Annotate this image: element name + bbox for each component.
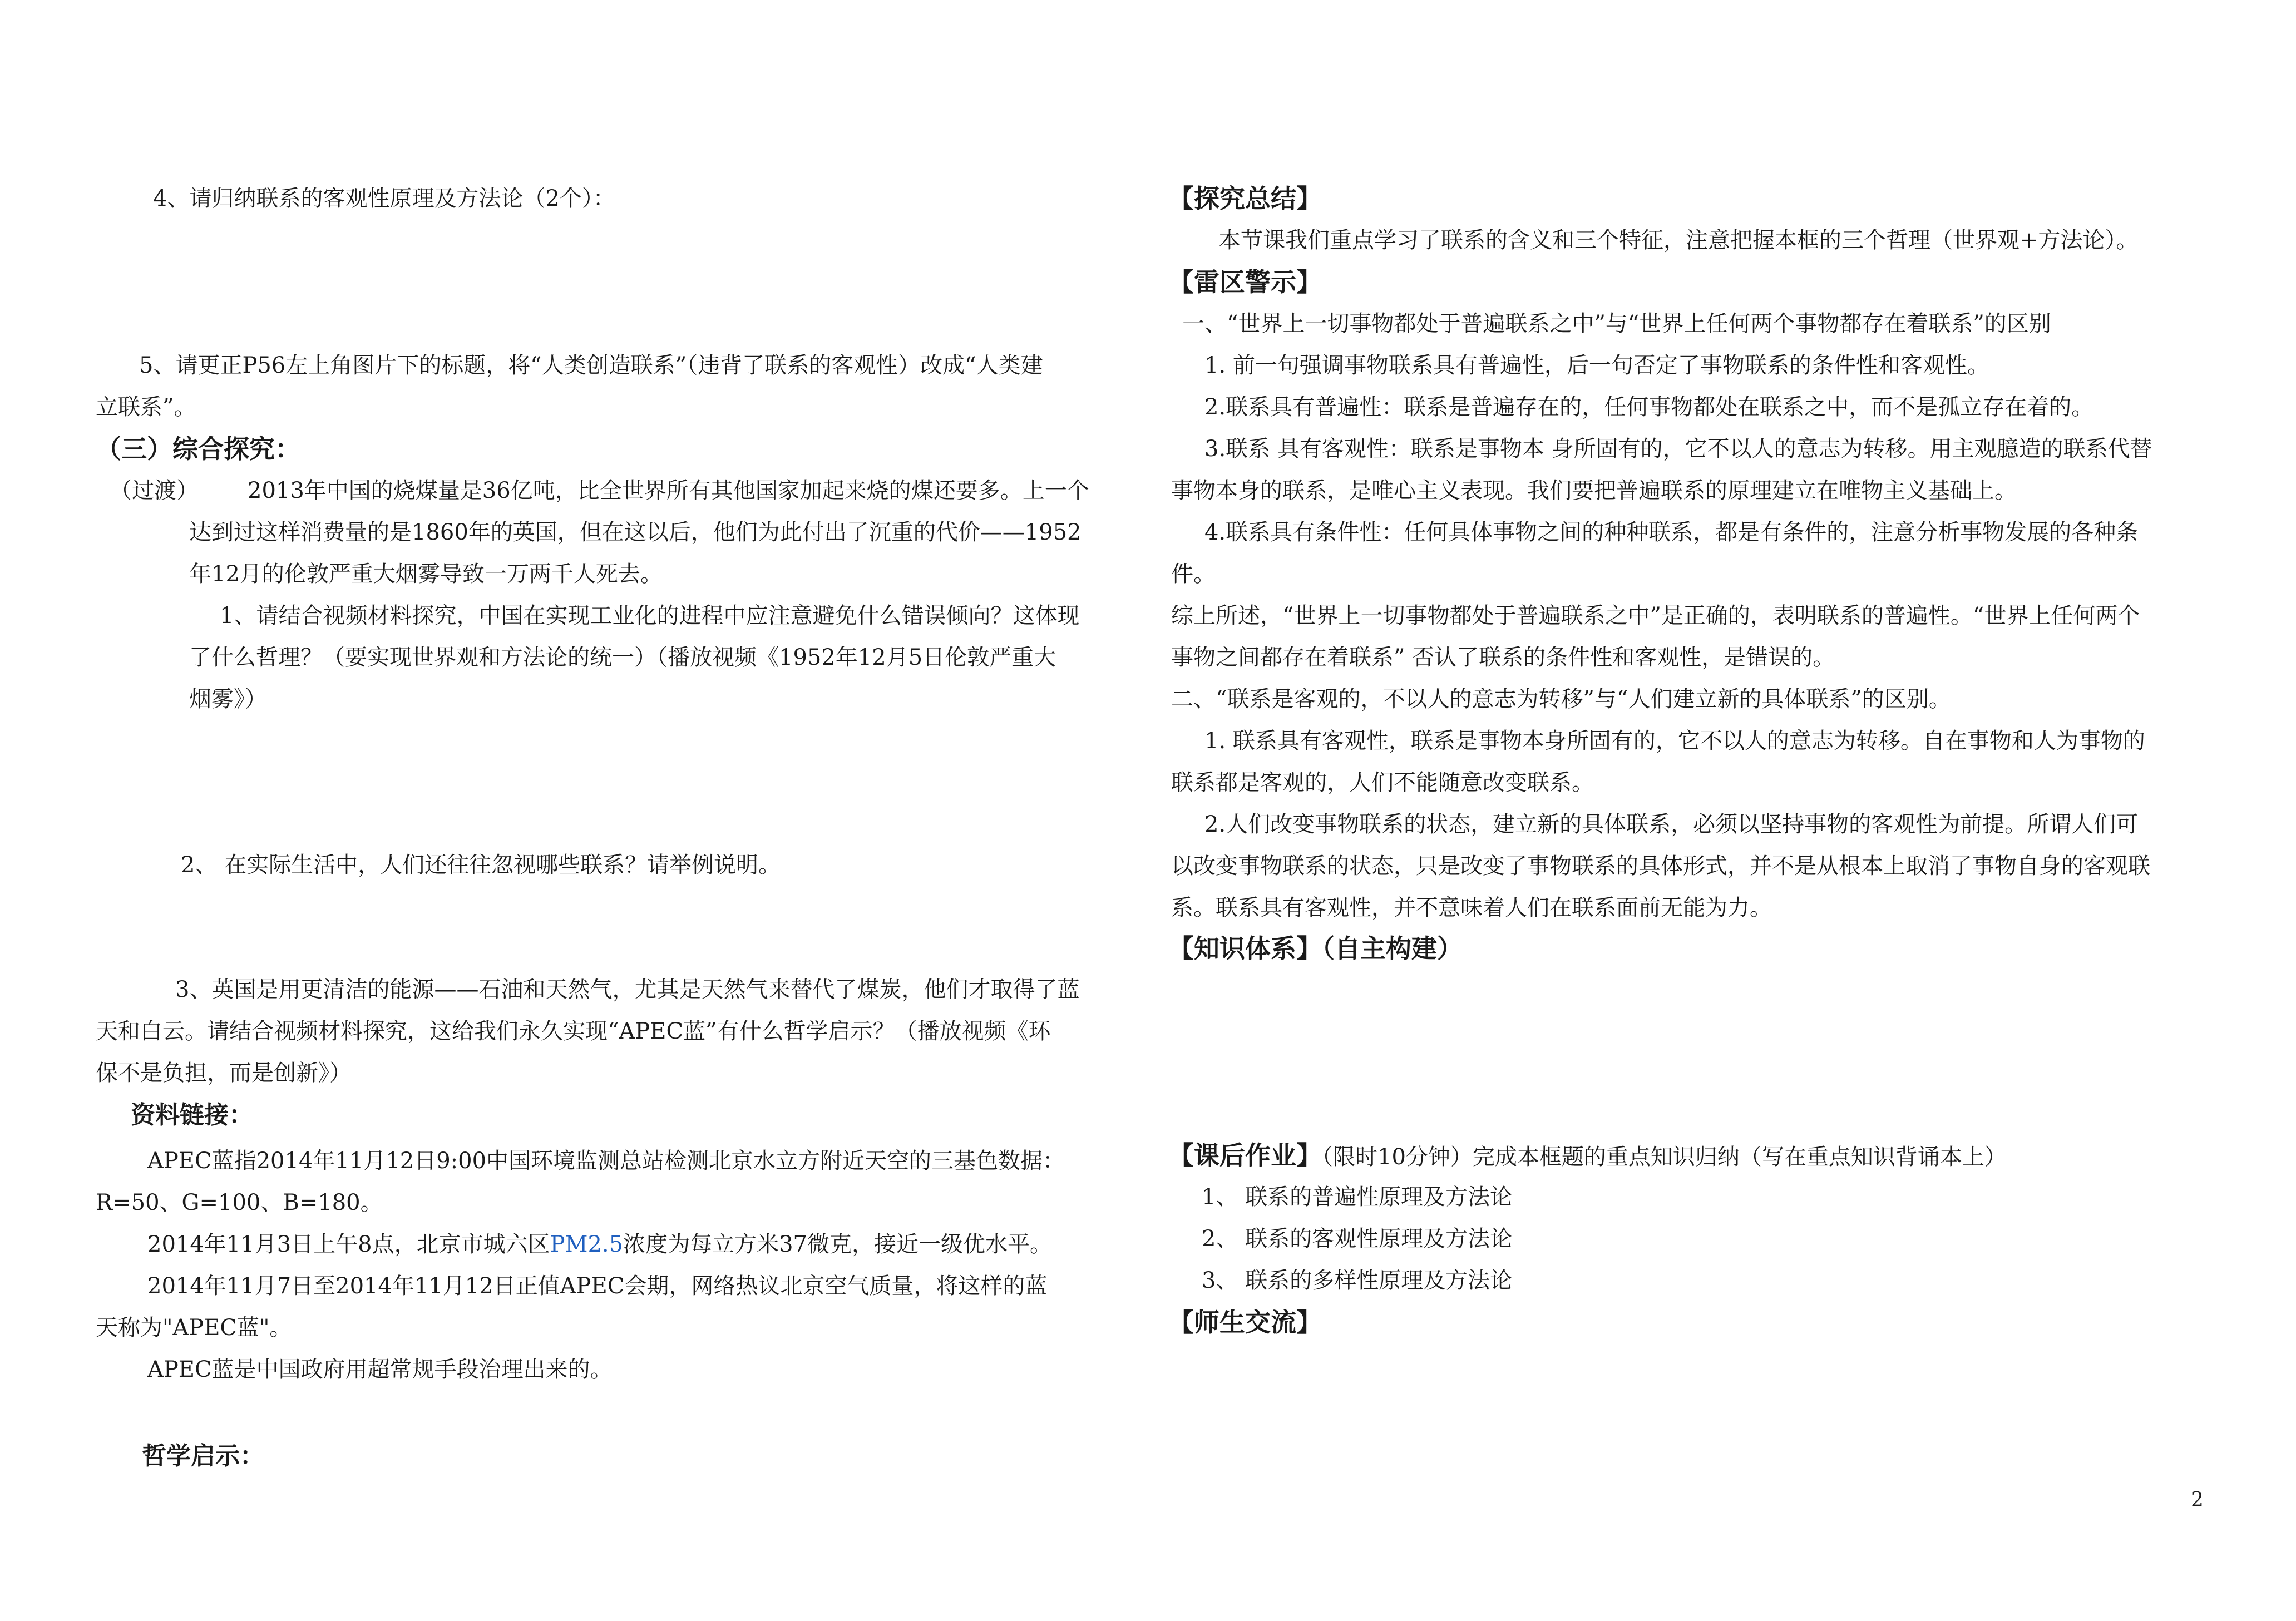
inquiry-3-line-1: 3、英国是用更清洁的能源——石油和天然气，尤其是天然气来替代了煤炭，他们才取得了蓝: [175, 977, 1080, 1002]
philosophy-title: 哲学启示：: [142, 1442, 264, 1470]
transition-label: （过渡）: [110, 478, 199, 503]
summary-title: 【探究总结】: [1168, 184, 1322, 214]
warning-1-item-3-line-1: 3.联系 具有客观性：联系是事物本 身所固有的，它不以人的意志为转移。用主观臆造的联系代替: [1204, 436, 2152, 462]
resource-4: APEC蓝是中国政府用超常规手段治理出来的。: [147, 1357, 613, 1382]
resource-3-line-1: 2014年11月7日至2014年11月12日正值APEC会期，网络热议北京空气质量，将这样的蓝: [147, 1273, 1048, 1299]
warning-2-item-2-line-2: 以改变事物联系的状态，只是改变了事物联系的具体形式，并不是从根本上取消了事物自身的客观联: [1171, 853, 2150, 879]
resource-3-line-2: 天称为"APEC蓝"。: [96, 1315, 292, 1341]
resource-2-post: 浓度为每立方米37微克，接近一级优水平。: [623, 1232, 1052, 1257]
exchange-title: 【师生交流】: [1168, 1307, 1322, 1337]
warning-2-item-1-line-2: 联系都是客观的，人们不能随意改变联系。: [1171, 770, 1594, 795]
inquiry-1-line-2: 了什么哲理？（要实现世界观和方法论的统一）（播放视频《1952年12月5日伦敦严重大: [189, 645, 1056, 670]
resource-1-line-2: R=50、G=100、B=180。: [96, 1190, 383, 1215]
transition-line-2: 达到过这样消费量的是1860年的英国，但在这以后，他们为此付出了沉重的代价——1952: [189, 520, 1082, 545]
question-4: 4、请归纳联系的客观性原理及方法论（2个）：: [153, 186, 615, 211]
warning-1-item-4-line-2: 件。: [1171, 561, 1216, 587]
inquiry-2: 2、 在实际生活中，人们还往往忽视哪些联系？请举例说明。: [181, 852, 781, 878]
warning-2-item-1-line-1: 1. 联系具有客观性，联系是事物本身所固有的，它不以人的意志为转移。自在事物和人为事物的: [1204, 728, 2145, 754]
inquiry-1-line-3: 烟雾》）: [189, 686, 267, 712]
resource-2-pre: 2014年11月3日上午8点，北京市城六区: [147, 1232, 550, 1257]
warning-2-item-2-line-3: 系。联系具有客观性，并不意味着人们在联系面前无能为力。: [1171, 895, 1772, 921]
transition-line-3: 年12月的伦敦严重大烟雾导致一万两千人死去。: [189, 561, 663, 587]
resource-2: [147, 1224, 1052, 1266]
homework-item-1: 1、 联系的普遍性原理及方法论: [1202, 1184, 1513, 1210]
warning-1-summary-line-2: 事物之间都存在着联系” 否认了联系的条件性和客观性，是错误的。: [1171, 645, 1835, 670]
inquiry-3-line-3: 保不是负担，而是创新》）: [96, 1060, 352, 1086]
homework-line: [1168, 1135, 2007, 1178]
warning-1-title: 一、“世界上一切事物都处于普遍联系之中”与“世界上任何两个事物都存在着联系”的区别: [1182, 311, 2051, 337]
warning-title: 【雷区警示】: [1168, 267, 1322, 297]
summary-text: 本节课我们重点学习了联系的含义和三个特征，注意把握本框的三个哲理（世界观+方法论）。: [1218, 228, 2139, 253]
homework-title: 【课后作业】: [1168, 1140, 1322, 1170]
transition-line-1: 2013年中国的烧煤量是36亿吨，比全世界所有其他国家加起来烧的煤还要多。上一个: [248, 478, 1089, 503]
warning-1-item-1: 1. 前一句强调事物联系具有普遍性，后一句否定了事物联系的条件性和客观性。: [1204, 353, 1989, 378]
knowledge-title: 【知识体系】（自主构建）: [1168, 933, 1463, 963]
question-5-line-2: 立联系”。: [96, 394, 196, 420]
question-5-line-1: 5、请更正P56左上角图片下的标题，将“人类创造联系”（违背了联系的客观性）改成“人类建: [139, 353, 1043, 378]
warning-1-summary-line-1: 综上所述，“世界上一切事物都处于普遍联系之中”是正确的，表明联系的普遍性。“世界上任何两个: [1171, 603, 2140, 629]
page-number: 2: [2191, 1489, 2204, 1511]
homework-item-3: 3、 联系的多样性原理及方法论: [1202, 1268, 1513, 1293]
resource-title: 资料链接：: [131, 1101, 253, 1129]
inquiry-3-line-2: 天和白云。请结合视频材料探究，这给我们永久实现“APEC蓝”有什么哲学启示？（播放视频《环: [96, 1019, 1051, 1044]
warning-1-item-4-line-1: 4.联系具有条件性：任何具体事物之间的种种联系，都是有条件的，注意分析事物发展的各种条: [1204, 520, 2139, 545]
homework-text: （限时10分钟）完成本框题的重点知识归纳（写在重点知识背诵本上）: [1322, 1144, 2007, 1170]
warning-1-item-3-line-2: 事物本身的联系，是唯心主义表现。我们要把普遍联系的原理建立在唯物主义基础上。: [1171, 478, 2017, 503]
warning-1-item-2: 2.联系具有普遍性：联系是普遍存在的，任何事物都处在联系之中，而不是孤立存在着的。: [1204, 394, 2094, 420]
homework-item-2: 2、 联系的客观性原理及方法论: [1202, 1226, 1513, 1252]
resource-1-line-1: APEC蓝指2014年11月12日9:00中国环境监测总站检测北京水立方附近天空的三基色数据：: [147, 1148, 1065, 1174]
inquiry-1-line-1: 1、请结合视频材料探究，中国在实现工业化的进程中应注意避免什么错误倾向？这体现: [220, 603, 1080, 629]
warning-2-title: 二、“联系是客观的，不以人的意志为转移”与“人们建立新的具体联系”的区别。: [1171, 686, 1951, 712]
pm25-link[interactable]: PM2.5: [550, 1232, 624, 1257]
section-3-title: （三）综合探究：: [96, 434, 300, 464]
warning-2-item-2-line-1: 2.人们改变事物联系的状态，建立新的具体联系，必须以坚持事物的客观性为前提。所谓人们可: [1204, 812, 2139, 837]
